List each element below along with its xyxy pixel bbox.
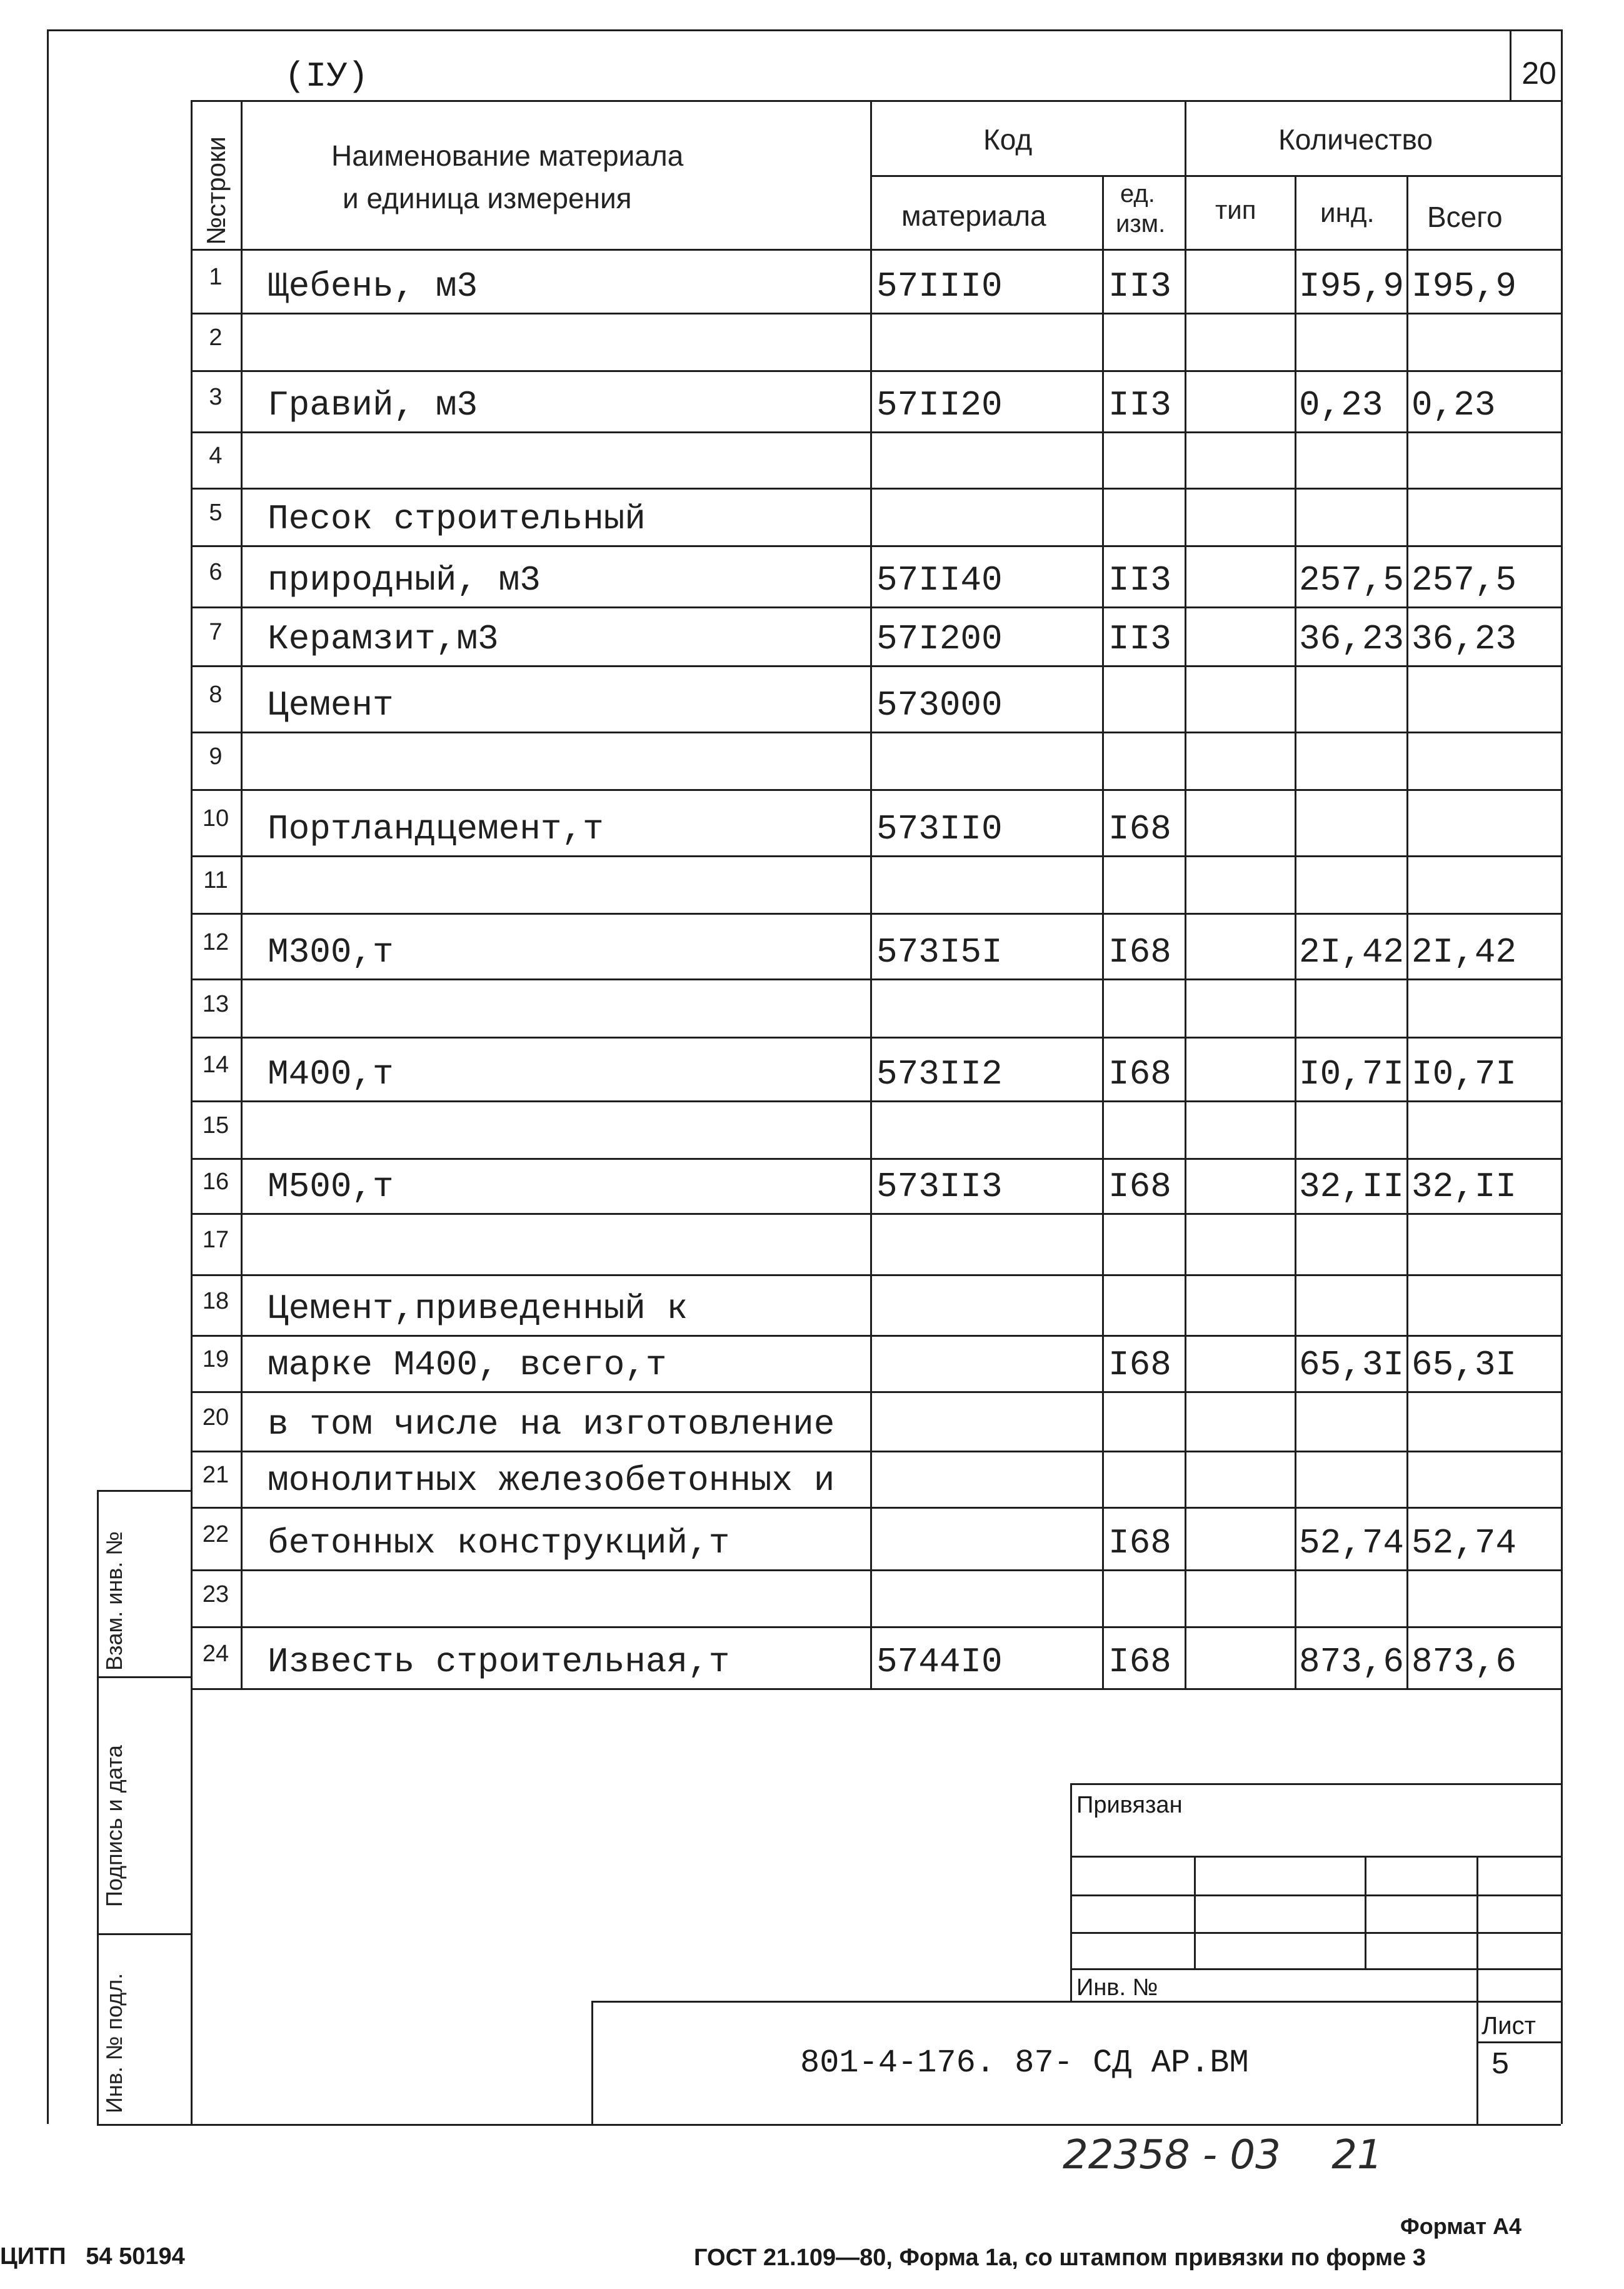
cell-total: 0,23 [1411,385,1496,425]
footer-left: ЦИТП 54 50194 [0,2243,185,2270]
header-qty-type: тип [1215,195,1256,224]
cell-total: 65,3I [1411,1345,1517,1385]
cell-ind: 0,23 [1299,385,1383,425]
page-number-box-left [1510,29,1511,100]
cell-code: 57II40 [876,560,1003,600]
title-block-top [591,2001,1561,2003]
row-number: 20 [202,1404,229,1431]
side-strip-div2 [97,1933,191,1935]
cell-ind: 36,23 [1299,619,1405,659]
cell-name: М300,т [268,932,394,972]
stamp-line-1 [1070,1856,1561,1858]
row-number: 23 [202,1581,229,1607]
header-bottom-line [191,249,1561,251]
cell-code: 57II20 [876,385,1003,425]
sheet-label: Лист [1481,2012,1536,2040]
cell-ind: 32,II [1299,1167,1405,1207]
cell-name: М500,т [268,1167,394,1207]
side-label-inv-podl: Инв. № подл. [101,1973,127,2113]
cell-code: 573I5I [876,932,1003,972]
row-number: 11 [203,867,228,893]
cell-unit: I68 [1108,1642,1171,1682]
section-mark: (IУ) [284,56,369,96]
cell-unit: II3 [1108,385,1171,425]
row-line [191,606,1561,608]
cell-total: 52,74 [1411,1523,1517,1563]
cell-ind: 873,6 [1299,1642,1405,1682]
document-designation: 801-4-176. 87- СД АР.ВМ [800,2045,1249,2081]
row-number: 4 [209,443,223,469]
header-name-line1: Наименование материала [331,139,684,172]
row-number: 15 [202,1112,229,1139]
row-line [191,1391,1561,1393]
cell-name: бетонных конструкций,т [268,1523,730,1563]
cell-unit: I68 [1108,1345,1171,1385]
cell-total: 36,23 [1411,619,1517,659]
row-line [191,1335,1561,1337]
row-line [191,370,1561,372]
format-label: Формат А4 [1400,2213,1522,2239]
cell-unit: II3 [1108,266,1171,306]
row-line [191,1100,1561,1102]
cell-code: 57I200 [876,619,1003,659]
header-name-line2: и единица измерения [343,182,632,214]
row-number: 22 [202,1521,229,1547]
row-line [191,1274,1561,1276]
stamp-col-3 [1476,1856,1478,2001]
side-strip-top [97,1490,191,1492]
cell-name: марке М400, всего,т [268,1345,667,1385]
cell-name: Цемент [268,685,394,725]
header-unit-line1: ед. [1120,180,1155,208]
cell-name: Гравий, м3 [268,385,478,425]
cell-code: 573II3 [876,1167,1003,1207]
header-qty-ind: инд. [1320,198,1375,228]
row-number: 8 [209,682,223,708]
row-line [191,1626,1561,1628]
row-line [191,1037,1561,1039]
cell-total: 257,5 [1411,560,1517,600]
header-qty-total: Всего [1427,201,1503,233]
row-number: 1 [209,264,223,290]
row-line [191,1213,1561,1215]
cell-ind: 2I,42 [1299,932,1405,972]
side-strip-right [191,1490,193,2124]
cell-total: I0,7I [1411,1054,1517,1094]
cell-unit: II3 [1108,560,1171,600]
cell-name: Цемент,приведенный к [268,1289,688,1329]
row-line [191,488,1561,490]
row-line [191,1688,1561,1690]
row-number: 5 [209,500,223,526]
row-number: 24 [202,1640,229,1667]
cell-unit: I68 [1108,809,1171,849]
row-line [191,545,1561,547]
page-number: 20 [1521,56,1556,91]
title-block-list-left [1476,2001,1478,2124]
handwritten-number: 22358 - 03 21 [1063,2132,1383,2178]
row-number: 6 [209,559,223,585]
stamp-privyazan: Привязан [1076,1792,1183,1818]
row-line [191,665,1561,667]
stamp-line-3 [1070,1932,1561,1934]
row-number: 19 [202,1346,229,1372]
cell-name: монолитных железобетонных и [268,1461,835,1501]
cell-total: 873,6 [1411,1642,1517,1682]
row-line [191,732,1561,733]
row-number: 9 [209,743,223,770]
subheader-line [870,175,1561,177]
side-strip-bottom [97,2124,1561,2126]
row-line [191,789,1561,791]
col-line-ind [1295,175,1296,1689]
cell-code: 573000 [876,685,1003,725]
title-block-left [591,2001,593,2124]
row-line [191,1158,1561,1160]
sheet-number: 5 [1491,2048,1510,2083]
header-row-number: №строки [201,136,231,245]
row-line [191,1451,1561,1452]
header-quantity: Количество [1278,123,1433,156]
header-code: Код [983,123,1033,156]
cell-unit: I68 [1108,1523,1171,1563]
row-number: 12 [202,928,229,955]
row-number: 18 [202,1287,229,1314]
col-line-unit [1102,175,1104,1689]
cell-code: 5744I0 [876,1642,1003,1682]
cell-total: I95,9 [1411,266,1517,306]
cell-name: Щебень, м3 [268,266,478,306]
stamp-col-1 [1194,1856,1196,1968]
row-line [191,313,1561,314]
cell-ind: I0,7I [1299,1054,1405,1094]
stamp-col-2 [1365,1856,1366,1968]
row-line [191,1569,1561,1571]
cell-ind: 52,74 [1299,1523,1405,1563]
cell-name: Песок строительный [268,499,646,539]
header-unit-line2: изм. [1116,210,1166,238]
title-block-list-divider [1476,2041,1561,2043]
cell-code: 573II2 [876,1054,1003,1094]
cell-ind: I95,9 [1299,266,1405,306]
stamp-top [1070,1783,1561,1785]
cell-unit: I68 [1108,1167,1171,1207]
cell-name: Портландцемент,т [268,809,604,849]
frame-top [47,29,1561,31]
cell-unit: I68 [1108,932,1171,972]
cell-total: 2I,42 [1411,932,1517,972]
row-number: 13 [202,990,229,1017]
row-number: 10 [202,805,229,832]
cell-ind: 65,3I [1299,1345,1405,1385]
row-line [191,855,1561,857]
stamp-line-2 [1070,1894,1561,1896]
header-code-material: материала [901,199,1046,232]
row-number: 14 [202,1052,229,1078]
side-label-podpis: Подпись и дата [101,1745,127,1907]
row-line [191,913,1561,915]
row-line [191,978,1561,980]
row-number: 7 [209,619,223,645]
row-line [191,431,1561,433]
side-strip-div1 [97,1676,191,1678]
side-label-vzam: Взам. инв. № [101,1531,127,1671]
cell-code: 57III0 [876,266,1003,306]
cell-name: в том числе на изготовление [268,1404,835,1444]
stamp-line-4 [1070,1968,1561,1970]
side-strip-left [97,1490,99,2124]
cell-unit: I68 [1108,1054,1171,1094]
cell-total: 32,II [1411,1167,1517,1207]
cell-name: Известь строительная,т [268,1642,730,1682]
cell-unit: II3 [1108,619,1171,659]
row-number: 3 [209,384,223,410]
row-number: 21 [202,1462,229,1488]
cell-name: природный, м3 [268,560,541,600]
frame-left [47,29,49,2124]
col-line-total [1406,175,1408,1689]
row-number: 17 [202,1227,229,1253]
cell-name: М400,т [268,1054,394,1094]
row-number: 2 [209,324,223,351]
footer-right: ГОСТ 21.109—80, Форма 1а, со штампом привязки по форме 3 [694,2245,1426,2271]
row-line [191,1507,1561,1509]
table-top-line [191,100,1561,102]
stamp-inv-no: Инв. № [1076,1975,1158,2001]
cell-code: 573II0 [876,809,1003,849]
cell-name: Керамзит,м3 [268,619,499,659]
cell-ind: 257,5 [1299,560,1405,600]
row-number: 16 [202,1169,229,1195]
frame-right [1561,29,1563,2124]
